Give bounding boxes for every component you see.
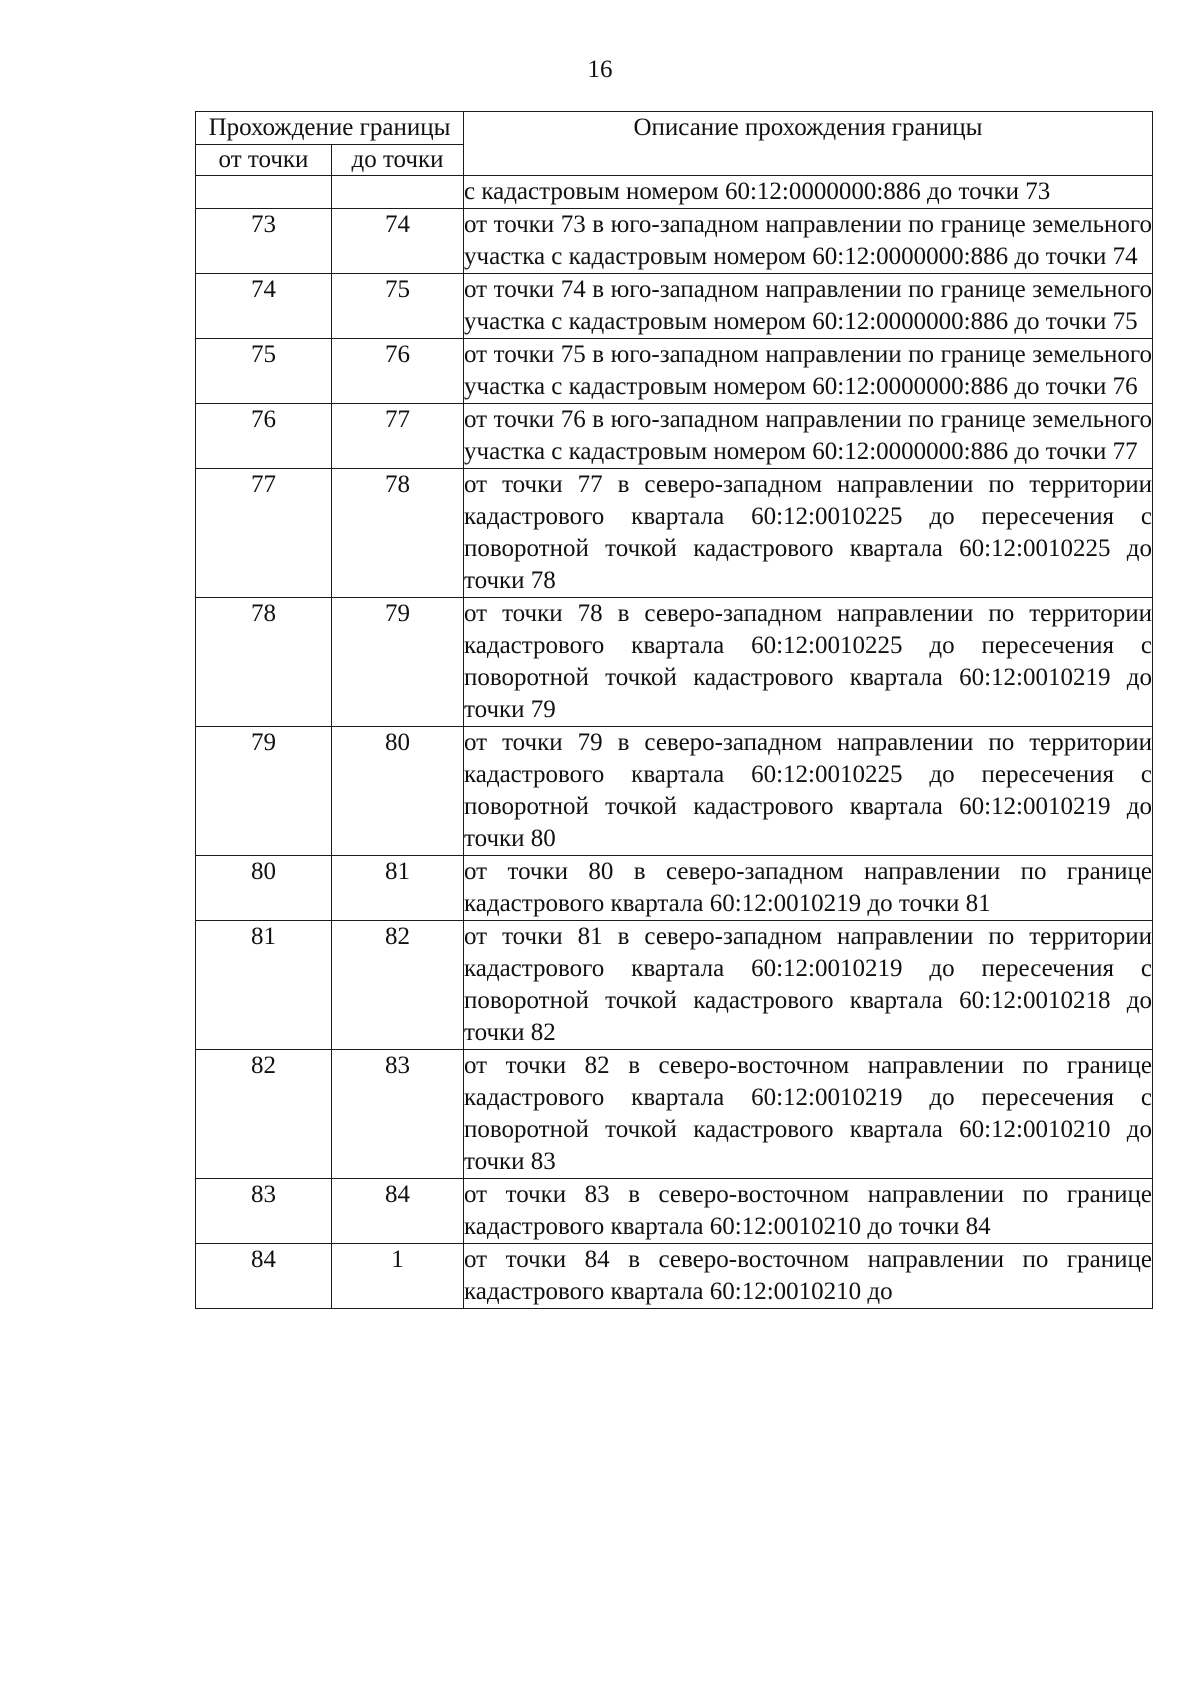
from-point-cell: 82 <box>196 1050 332 1179</box>
table-row <box>196 1244 1153 1309</box>
table-row <box>196 339 1153 404</box>
table-row <box>196 274 1153 339</box>
table-row <box>196 1050 1153 1179</box>
header-to-point: до точки <box>332 145 464 176</box>
table-row <box>196 598 1153 727</box>
from-point-cell: 78 <box>196 598 332 727</box>
from-point-cell: 73 <box>196 209 332 274</box>
to-point-cell: 75 <box>332 274 464 339</box>
description-cell: от точки 77 в северо-западном направлении по территории кадастрового квартала 60:12:0010225 до пересечения с поворотной точкой кадастрового квартала 60:12:0010225 до точки 78 <box>464 469 1153 598</box>
table-row <box>196 404 1153 469</box>
page-number: 16 <box>587 56 613 83</box>
from-point-cell: 84 <box>196 1244 332 1309</box>
table-row <box>196 921 1153 1050</box>
description-cell: с кадастровым номером 60:12:0000000:886 до точки 73 <box>464 176 1153 209</box>
table-body <box>196 176 1153 1309</box>
to-point-cell: 77 <box>332 404 464 469</box>
to-point-cell: 79 <box>332 598 464 727</box>
to-point-cell: 74 <box>332 209 464 274</box>
boundary-description-table <box>195 111 1153 1309</box>
header-boundary-passage: Прохождение границы <box>196 112 464 145</box>
from-point-cell <box>196 176 332 209</box>
to-point-cell <box>332 176 464 209</box>
description-cell: от точки 73 в юго-западном направлении по границе земельного участка с кадастровым номером 60:12:0000000:886 до точки 74 <box>464 209 1153 274</box>
table-row <box>196 469 1153 598</box>
description-cell: от точки 78 в северо-западном направлении по территории кадастрового квартала 60:12:0010225 до пересечения с поворотной точкой кадастрового квартала 60:12:0010219 до точки 79 <box>464 598 1153 727</box>
to-point-cell: 81 <box>332 856 464 921</box>
from-point-cell: 76 <box>196 404 332 469</box>
description-cell: от точки 80 в северо-западном направлении по границе кадастрового квартала 60:12:0010219 до точки 81 <box>464 856 1153 921</box>
to-point-cell: 76 <box>332 339 464 404</box>
table-row <box>196 1179 1153 1244</box>
table-row <box>196 727 1153 856</box>
description-cell: от точки 83 в северо-восточном направлении по границе кадастрового квартала 60:12:0010210 до точки 84 <box>464 1179 1153 1244</box>
header-from-point: от точки <box>196 145 332 176</box>
from-point-cell: 80 <box>196 856 332 921</box>
from-point-cell: 81 <box>196 921 332 1050</box>
description-cell: от точки 79 в северо-западном направлении по территории кадастрового квартала 60:12:0010225 до пересечения с поворотной точкой кадастрового квартала 60:12:0010219 до точки 80 <box>464 727 1153 856</box>
description-cell: от точки 75 в юго-западном направлении по границе земельного участка с кадастровым номером 60:12:0000000:886 до точки 76 <box>464 339 1153 404</box>
table-row <box>196 856 1153 921</box>
from-point-cell: 75 <box>196 339 332 404</box>
description-cell: от точки 82 в северо-восточном направлении по границе кадастрового квартала 60:12:0010219 до пересечения с поворотной точкой кадастрового квартала 60:12:0010210 до точки 83 <box>464 1050 1153 1179</box>
to-point-cell: 78 <box>332 469 464 598</box>
to-point-cell: 82 <box>332 921 464 1050</box>
header-boundary-description: Описание прохождения границы <box>464 112 1153 176</box>
to-point-cell: 84 <box>332 1179 464 1244</box>
from-point-cell: 74 <box>196 274 332 339</box>
from-point-cell: 79 <box>196 727 332 856</box>
description-cell: от точки 76 в юго-западном направлении по границе земельного участка с кадастровым номером 60:12:0000000:886 до точки 77 <box>464 404 1153 469</box>
description-cell: от точки 84 в северо-восточном направлении по границе кадастрового квартала 60:12:0010210 до <box>464 1244 1153 1309</box>
to-point-cell: 83 <box>332 1050 464 1179</box>
table-row <box>196 176 1153 209</box>
to-point-cell: 80 <box>332 727 464 856</box>
table-header <box>196 112 1153 176</box>
from-point-cell: 77 <box>196 469 332 598</box>
description-cell: от точки 81 в северо-западном направлении по территории кадастрового квартала 60:12:0010219 до пересечения с поворотной точкой кадастрового квартала 60:12:0010218 до точки 82 <box>464 921 1153 1050</box>
to-point-cell: 1 <box>332 1244 464 1309</box>
table-row <box>196 209 1153 274</box>
from-point-cell: 83 <box>196 1179 332 1244</box>
description-cell: от точки 74 в юго-западном направлении по границе земельного участка с кадастровым номером 60:12:0000000:886 до точки 75 <box>464 274 1153 339</box>
